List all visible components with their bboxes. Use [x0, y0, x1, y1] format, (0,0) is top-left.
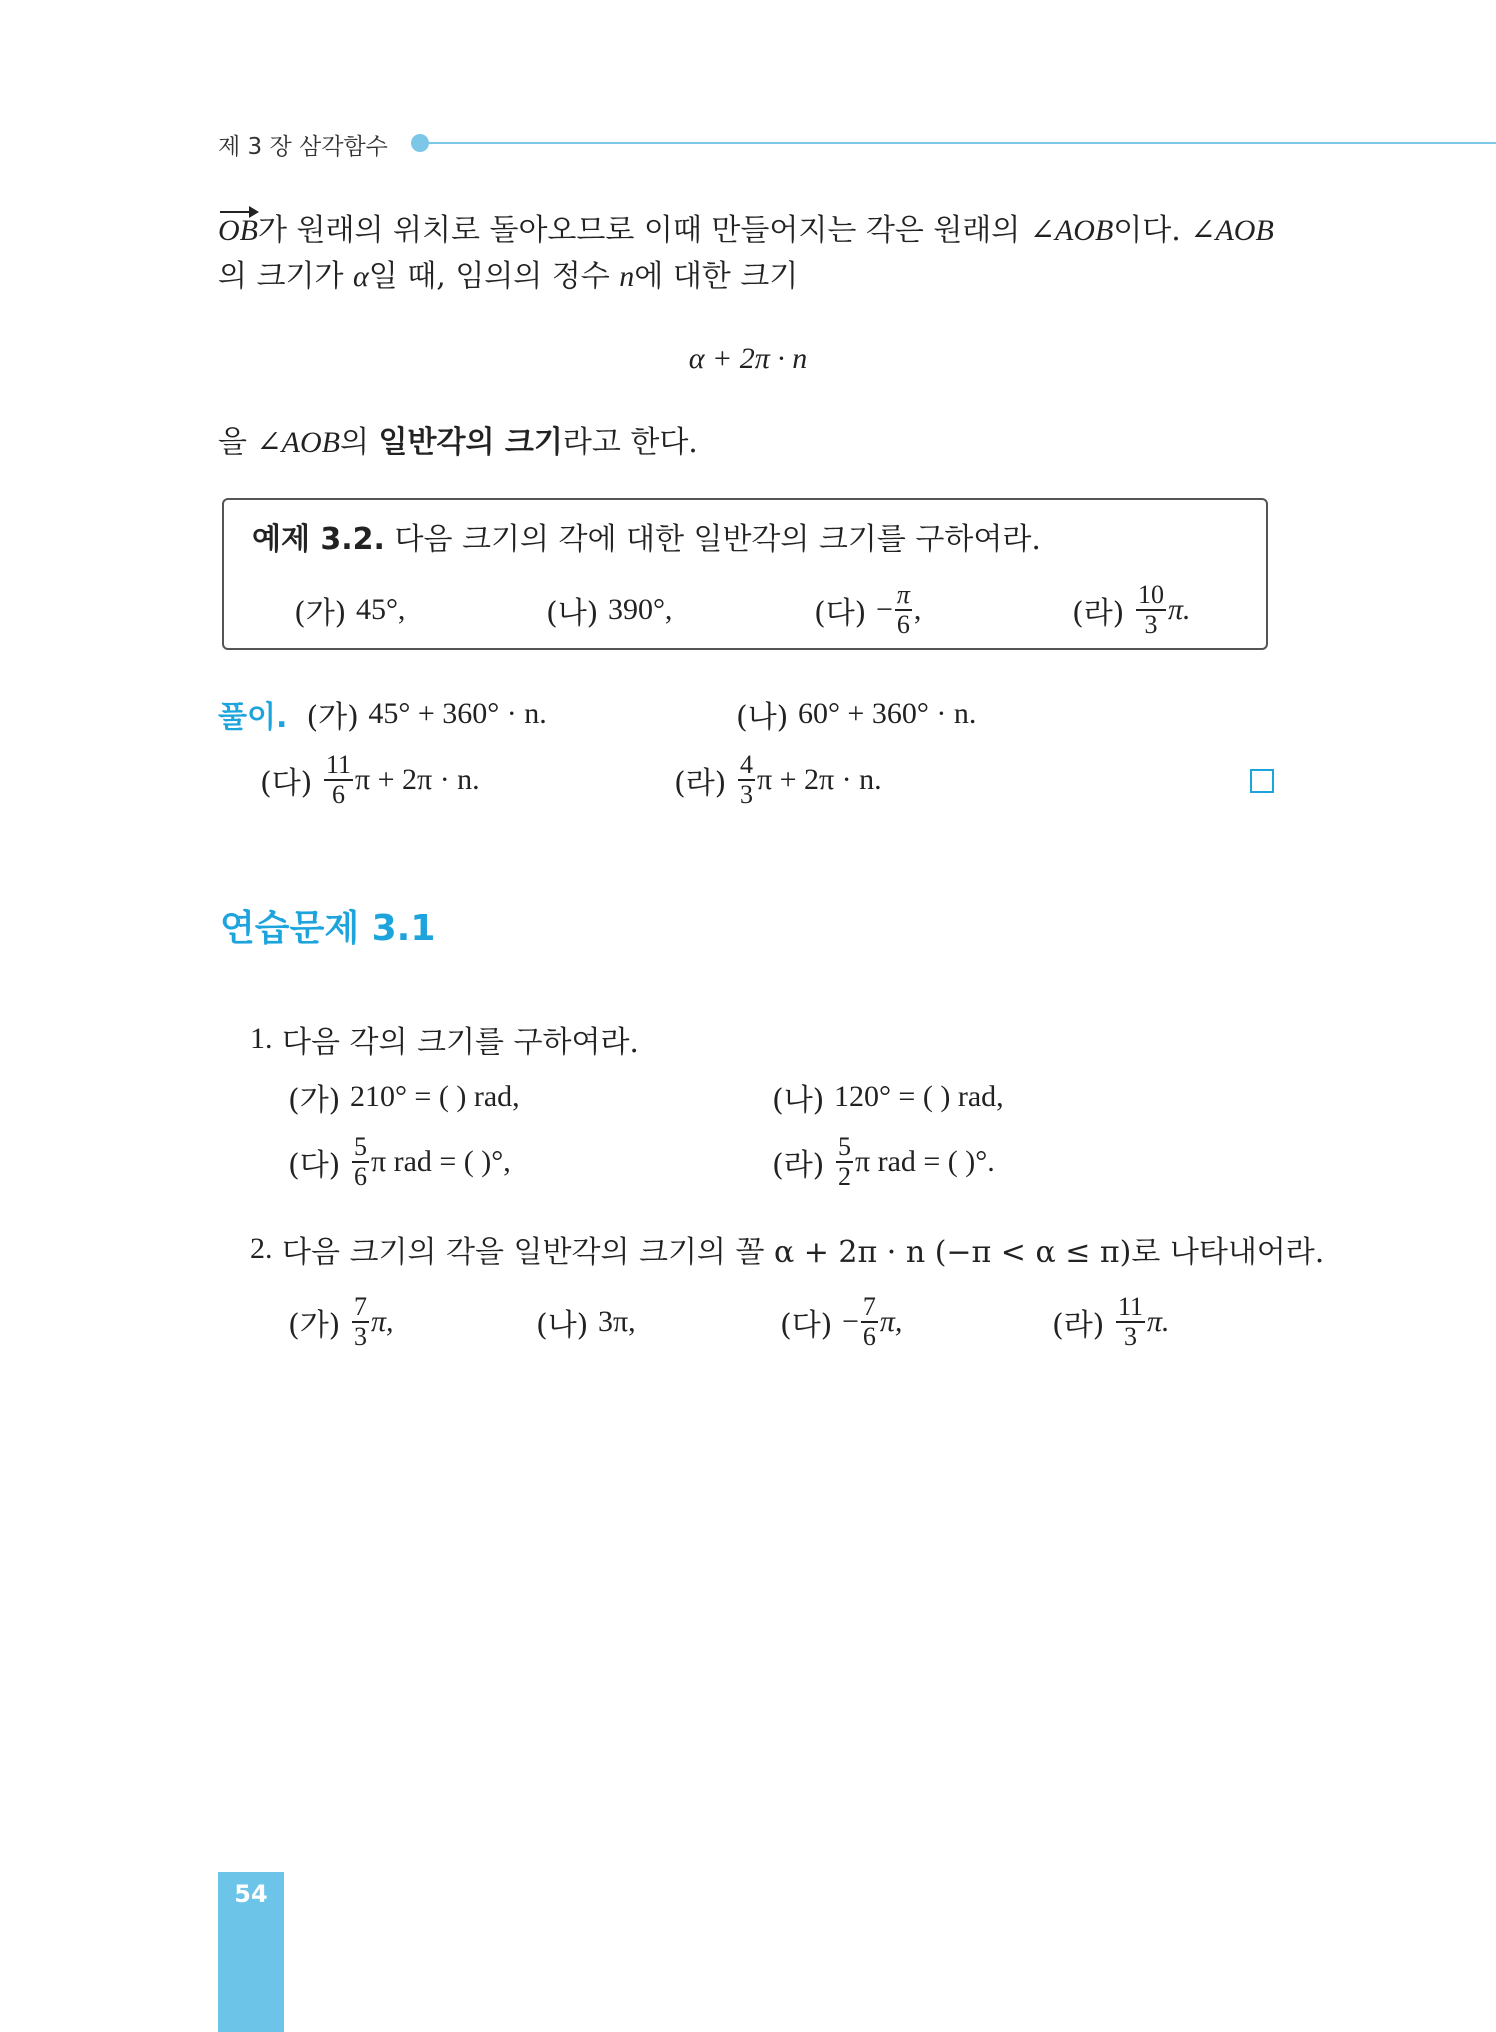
item-label: (가): [294, 596, 347, 631]
fraction-denominator: 2: [837, 1162, 851, 1191]
problem-text: 다음 크기의 각을 일반각의 크기의 꼴 α + 2π · n (−π < α ≤ π)로 나타내어라.: [282, 1235, 1325, 1270]
example-text: 다음 크기의 각에 대한 일반각의 크기를 구하여라.: [394, 522, 1041, 557]
item-label: (나): [772, 1083, 825, 1118]
intro-text: 이다.: [1113, 213, 1191, 248]
fraction-numerator: π: [896, 580, 910, 609]
item-suffix: π + 2π · n.: [354, 763, 480, 796]
fraction-numerator: 5: [837, 1132, 851, 1161]
n-symbol: n: [619, 260, 635, 293]
fraction-numerator: 4: [739, 750, 753, 779]
intro-line-1: [218, 208, 1274, 254]
item-label: (다): [814, 596, 867, 631]
item-label: (다): [288, 1148, 341, 1183]
problem-text: 다음 각의 크기를 구하여라.: [282, 1025, 639, 1060]
definition-term: 일반각의 크기: [378, 425, 563, 460]
example-item: [814, 580, 921, 640]
intro-text: 에 대한 크기: [634, 259, 799, 294]
fraction-denominator: 3: [1144, 610, 1158, 639]
angle-symbol: ∠AOB: [1190, 214, 1274, 247]
problem-item: [536, 1290, 636, 1354]
intro-text: 일 때, 임의의 정수: [368, 259, 620, 294]
example-statement: [252, 514, 1041, 558]
item-label: (라): [772, 1148, 825, 1183]
item-value: 60° + 360° · n.: [797, 697, 977, 730]
fraction-denominator: 3: [353, 1322, 367, 1351]
fraction: [352, 1293, 369, 1351]
item-label: (라): [674, 766, 727, 801]
fraction-denominator: 6: [896, 610, 910, 639]
exercise-heading: 연습문제 3.1: [220, 908, 436, 949]
fraction-denominator: 3: [1123, 1322, 1137, 1351]
problem-number: 2.: [250, 1232, 273, 1265]
fraction-numerator: 5: [353, 1132, 367, 1161]
problem-item: [1052, 1290, 1170, 1354]
problem-item: [780, 1290, 902, 1354]
solution-label: 풀이.: [218, 700, 288, 735]
qed-square-icon: [1250, 769, 1274, 793]
intro-text: 의 크기가: [218, 259, 353, 294]
item-value: 45°,: [355, 593, 406, 626]
angle-symbol: ∠AOB: [1029, 214, 1114, 247]
fraction-numerator: 10: [1137, 580, 1164, 609]
intro-text: 을: [218, 425, 257, 460]
vector-ob: OB: [218, 208, 258, 254]
item-label: (라): [1072, 596, 1125, 631]
example-item: [294, 580, 405, 640]
fraction: [1136, 581, 1166, 639]
solution-item: [674, 748, 882, 812]
item-suffix: π.: [1146, 1305, 1170, 1338]
item-label: (나): [536, 1308, 589, 1343]
item-value: 210° = ( ) rad,: [349, 1080, 520, 1113]
fraction-numerator: 11: [325, 750, 351, 779]
fraction: [738, 751, 755, 809]
problem-number: 1.: [250, 1022, 273, 1055]
general-angle-formula: α + 2π · n: [688, 342, 808, 375]
minus-sign: −: [875, 593, 893, 626]
fraction-numerator: 11: [1117, 1292, 1143, 1321]
item-value: 390°,: [607, 593, 673, 626]
fraction-denominator: 6: [862, 1322, 876, 1351]
problem-item: [772, 1130, 995, 1194]
intro-text: 의: [339, 425, 379, 460]
fraction: [1116, 1293, 1145, 1351]
item-suffix: π rad = ( )°.: [854, 1145, 995, 1178]
fraction-denominator: 6: [331, 780, 345, 809]
fraction-denominator: 6: [353, 1162, 367, 1191]
item-label: (가): [288, 1308, 341, 1343]
fraction: [895, 581, 912, 639]
item-value: 3π,: [597, 1305, 636, 1338]
page-number: 54: [234, 1880, 268, 1908]
item-suffix: π rad = ( )°,: [370, 1145, 511, 1178]
fraction-denominator: 3: [739, 780, 753, 809]
alpha-symbol: α: [353, 260, 369, 293]
item-suffix: π,: [879, 1305, 903, 1338]
fraction: [861, 1293, 878, 1351]
item-label: (나): [736, 700, 789, 735]
problem-2-statement: [250, 1226, 1324, 1272]
item-label: (다): [780, 1308, 833, 1343]
chapter-title: 제 3 장 삼각함수: [218, 134, 388, 160]
example-item: [546, 580, 672, 640]
item-label: (가): [306, 700, 359, 735]
intro-line-2: [218, 254, 798, 300]
example-item: [1072, 580, 1190, 640]
item-label: (가): [288, 1083, 341, 1118]
problem-item: [288, 1130, 511, 1194]
header-rule: [426, 142, 1496, 144]
intro-text: 가 원래의 위치로 돌아오므로 이때 만들어지는 각은 원래의: [258, 213, 1030, 248]
angle-symbol: ∠AOB: [256, 426, 340, 459]
item-value: 45° + 360° · n.: [368, 697, 547, 730]
intro-text: 라고 한다.: [562, 425, 698, 460]
item-label: (라): [1052, 1308, 1105, 1343]
example-box: [222, 498, 1268, 650]
example-label: 예제 3.2.: [252, 522, 385, 557]
problem-1-statement: [250, 1016, 639, 1062]
problem-item: [772, 1074, 1004, 1120]
fraction: [324, 751, 353, 809]
problem-item: [288, 1074, 520, 1120]
solution-item: [736, 690, 976, 738]
solution-item: [260, 748, 480, 812]
running-header: [218, 124, 1496, 164]
minus-sign: −: [841, 1305, 859, 1338]
item-label: (나): [546, 596, 599, 631]
item-suffix: π,: [370, 1305, 394, 1338]
fraction-numerator: 7: [862, 1292, 876, 1321]
fraction: [352, 1133, 369, 1191]
item-suffix: ,: [913, 593, 922, 626]
item-label: (다): [260, 766, 313, 801]
problem-item: [288, 1290, 393, 1354]
page-number-tab: [218, 1872, 284, 2032]
item-value: 120° = ( ) rad,: [833, 1080, 1004, 1113]
intro-line-3: [218, 420, 698, 466]
solution-row-1: [218, 690, 547, 738]
fraction-numerator: 7: [353, 1292, 367, 1321]
item-suffix: π + 2π · n.: [756, 763, 882, 796]
fraction: [836, 1133, 853, 1191]
item-suffix: π.: [1167, 593, 1191, 626]
